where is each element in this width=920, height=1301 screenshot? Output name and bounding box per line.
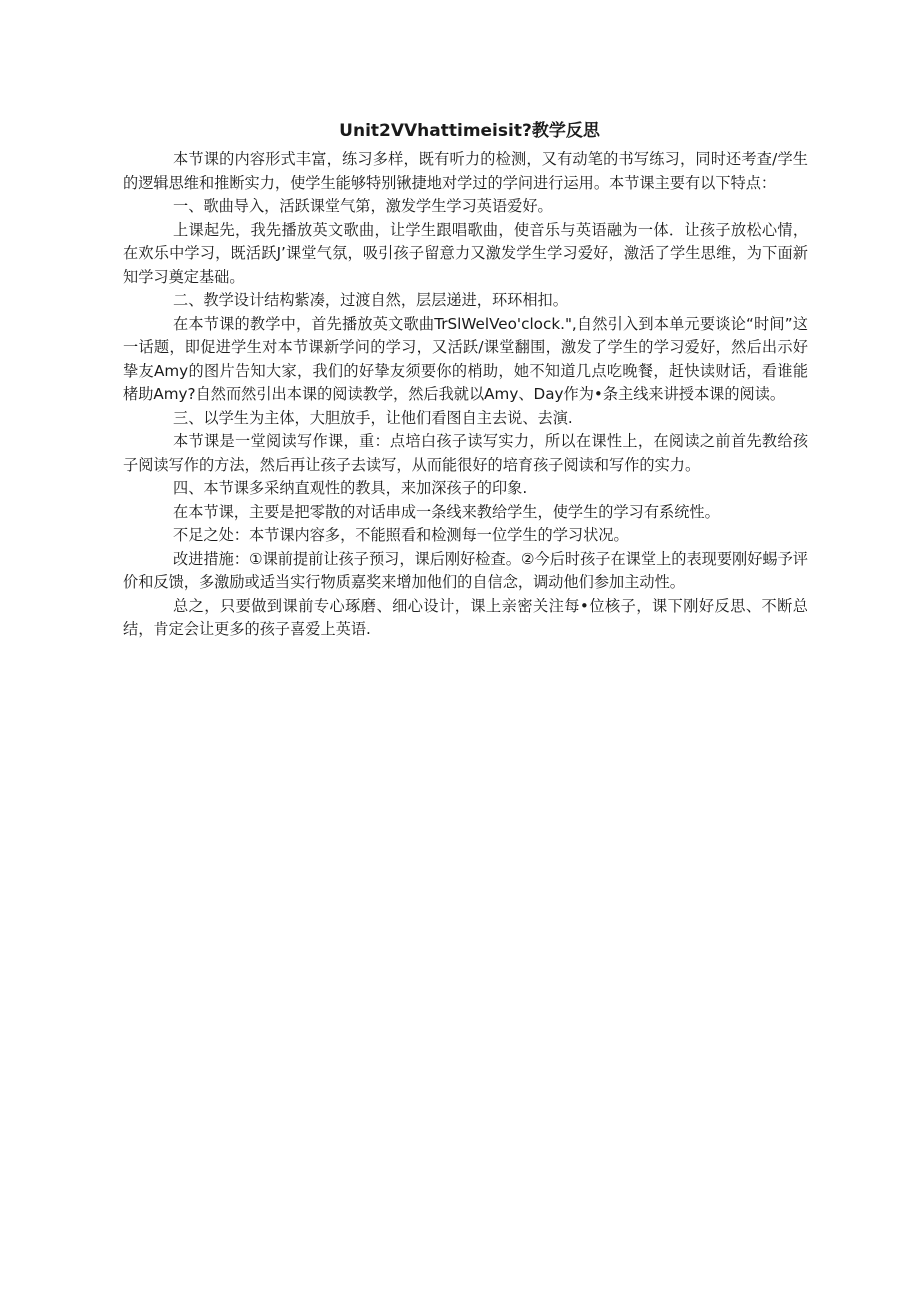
paragraph-shortcomings: 不足之处：本节课内容多，不能照看和检测每一位学生的学习状况。: [173, 526, 629, 544]
paragraph-point-1-heading: 一、歌曲导入，活跃课堂气第，激发学生学习英语爱好。: [173, 197, 553, 215]
paragraph-point-4-body: 在本节课，主要是把零散的对话串成一条线来教给学生，使学生的学习有系统性。: [173, 502, 720, 521]
paragraph-point-3-body: 本节课是一堂阅读写作课，重：点培白孩子读写实力，所以在课性上，在阅读之前首先教给孩子阅读写作的方法，然后再让孩子去读写，从而能很好的培育孩子阅读和写作的实力。: [123, 432, 808, 474]
document-title: Unit2VVhattimeisit?教学反思: [339, 121, 600, 141]
paragraph-intro: 本节课的内容形式丰富，练习多样，既有听力的检测，又有动笔的书写练习，同时还考查/学生的逻辑思维和推断实力，使学生能够特别锹捷地对学过的学问进行运用。本节课主要有以下特点：: [123, 150, 808, 192]
paragraph-point-3-heading: 三、以学生为主体，大胆放手，让他们看图自主去说、去演.: [173, 408, 573, 427]
paragraph-point-2-heading: 二、教学设计结构紫凑，过渡自然，层层递进，环环相扣。: [173, 291, 568, 309]
paragraph-conclusion: 总之，只要做到课前专心琢磨、细心设计，课上亲密关注每•位核子，课下刚好反思、不断总结，肯定会让更多的孩子喜爱上英语.: [123, 596, 808, 638]
paragraph-point-1-body: 上课起先，我先播放英文歌曲，让学生跟唱歌曲，使音乐与英语融为一体．让孩子放松心情，在欢乐中学习，既活跃J’课堂气氛，吸引孩子留意力又激发学生学习爱好，激活了学生思维，为下面新知学习奠定基础。: [123, 220, 808, 286]
paragraph-point-2-body: 在本节课的教学中，首先播放英文歌曲TrSlWelVeo'clock.",自然引入到本单元要谈论“时间”这一话题，即促进学生对本节课新学问的学习，又活跃/课堂翻围，激发了学生的学习爱好，然后出示好挚友Amy的图片告知大家，我们的好挚友须要你的梢助，她不知道几点吃晚餐，赶快读财话，看谁能楮助Amy?自然而然引出本课的阅读教学，然后我就以Amy、Day作为•条主线来讲授本课的阅读。: [123, 314, 808, 403]
document-page: [123, 118, 808, 642]
paragraph-improvements: 改进措施：①课前提前让孩子预习，课后刚好检查。②今后时孩子在课堂上的表现要刚好蜴予评价和反馈，多激励或适当实行物质嘉奖来增加他们的自信念，调动他们参加主动性。: [123, 549, 808, 591]
paragraph-point-4-heading: 四、本节课多采纳直观性的教具，来加深孩子的印象.: [173, 479, 528, 497]
